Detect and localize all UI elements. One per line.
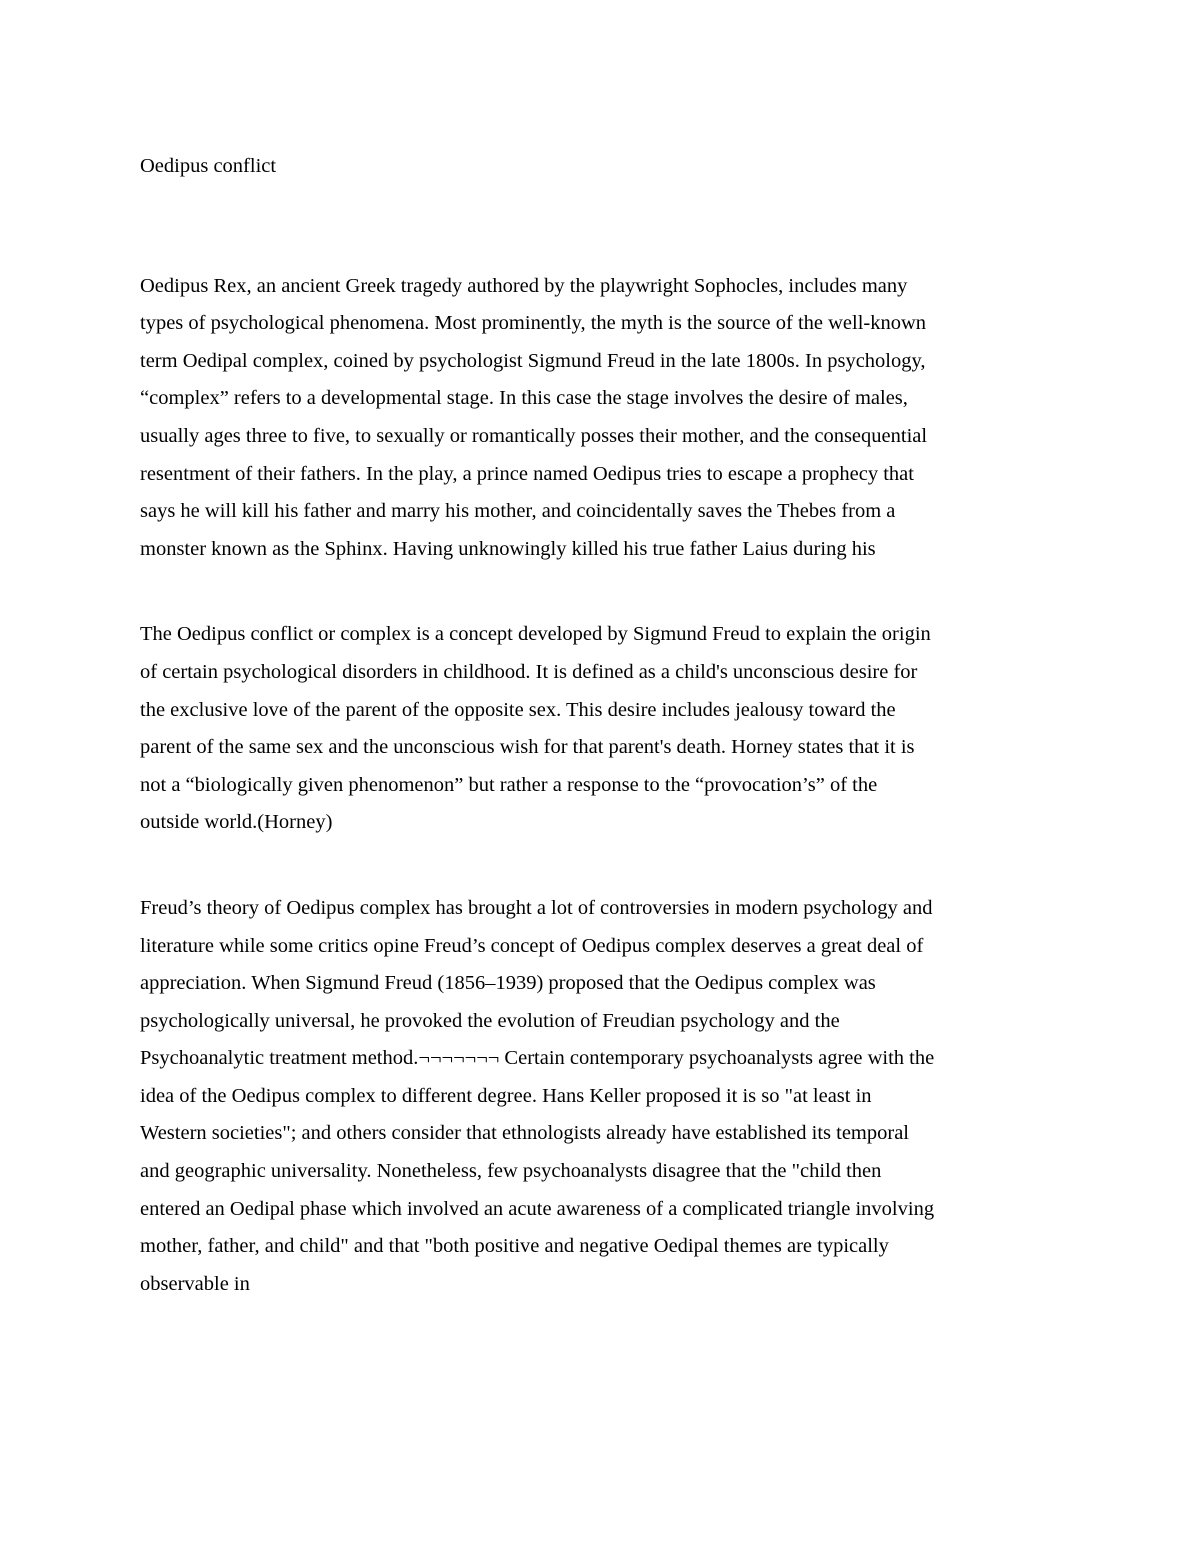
text-line: monster known as the Sphinx. Having unknowingly killed his true father Laius during his xyxy=(140,537,876,560)
text-line: Psychoanalytic treatment method.¬¬¬¬¬¬¬ Certain contemporary psychoanalysts agree with the xyxy=(140,1047,935,1070)
text-line: appreciation. When Sigmund Freud (1856–1939) proposed that the Oedipus complex was xyxy=(140,972,876,995)
text-line: parent of the same sex and the unconscious wish for that parent's death. Horney states that it is xyxy=(140,736,915,759)
text-line: resentment of their fathers. In the play, a prince named Oedipus tries to escape a prophecy that xyxy=(140,462,914,485)
text-line: Freud’s theory of Oedipus complex has brought a lot of controversies in modern psychology and xyxy=(140,896,933,919)
text-line: says he will kill his father and marry his mother, and coincidentally saves the Thebes from a xyxy=(140,500,896,523)
text-line: Oedipus Rex, an ancient Greek tragedy authored by the playwright Sophocles, includes many xyxy=(140,274,908,297)
text-line: and geographic universality. Nonetheless, few psychoanalysts disagree that the "child then xyxy=(140,1160,882,1183)
text-line: of certain psychological disorders in childhood. It is defined as a child's unconscious desire for xyxy=(140,660,918,683)
text-line: psychologically universal, he provoked the evolution of Freudian psychology and the xyxy=(140,1009,840,1032)
paragraph-3 xyxy=(140,890,1060,1304)
document-title: Oedipus conflict xyxy=(140,155,277,177)
text-line: entered an Oedipal phase which involved an acute awareness of a complicated triangle involving xyxy=(140,1197,935,1220)
text-line: the exclusive love of the parent of the opposite sex. This desire includes jealousy toward the xyxy=(140,698,896,721)
text-line: usually ages three to five, to sexually or romantically posses their mother, and the consequential xyxy=(140,424,928,447)
text-line: literature while some critics opine Freud’s concept of Oedipus complex deserves a great deal of xyxy=(140,934,924,957)
paragraph-1 xyxy=(140,268,1060,569)
text-line: types of psychological phenomena. Most prominently, the myth is the source of the well-known xyxy=(140,312,927,335)
document-body xyxy=(140,148,1060,1351)
text-line: term Oedipal complex, coined by psychologist Sigmund Freud in the late 1800s. In psychology, xyxy=(140,349,926,372)
text-line: mother, father, and child" and that "both positive and negative Oedipal themes are typically xyxy=(140,1235,889,1258)
text-line: idea of the Oedipus complex to different degree. Hans Keller proposed it is so "at least in xyxy=(140,1084,872,1107)
text-line: outside world.(Horney) xyxy=(140,811,333,834)
text-line: Western societies"; and others consider that ethnologists already have established its temporal xyxy=(140,1122,909,1145)
text-line: not a “biologically given phenomenon” but rather a response to the “provocation’s” of the xyxy=(140,773,878,796)
text-line: The Oedipus conflict or complex is a concept developed by Sigmund Freud to explain the origin xyxy=(140,623,931,646)
text-line: observable in xyxy=(140,1272,250,1295)
text-line: “complex” refers to a developmental stage. In this case the stage involves the desire of males, xyxy=(140,387,908,410)
paragraph-2 xyxy=(140,616,1060,842)
